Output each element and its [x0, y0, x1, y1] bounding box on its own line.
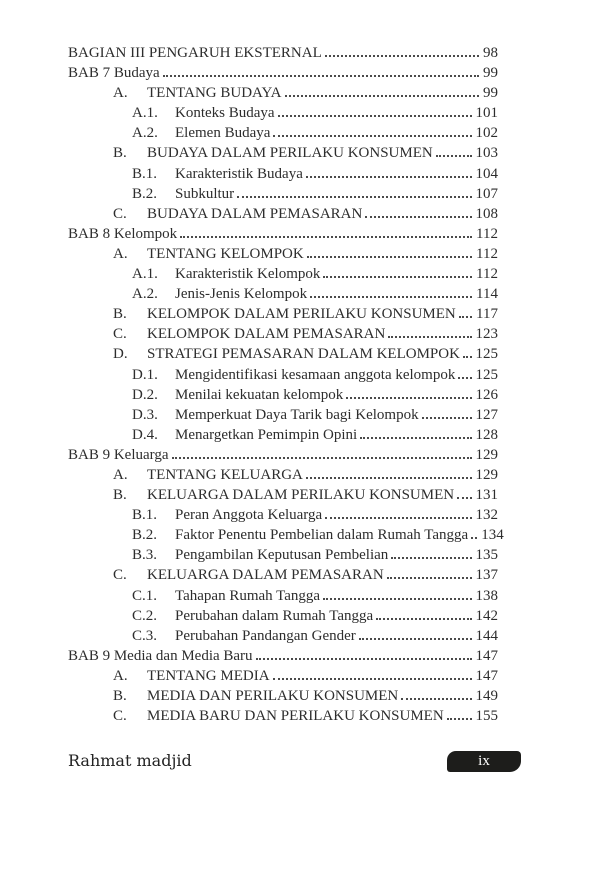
toc-entry-page-number: 98: [483, 45, 498, 61]
toc-entry-label: BAB 8 Kelompok: [68, 225, 178, 242]
toc-entry-marker: B.3.: [132, 547, 158, 564]
toc-entry-page-number: 147: [475, 667, 498, 684]
table-of-contents: [68, 43, 504, 726]
toc-entry-page-number: 131: [475, 487, 498, 504]
toc-entry-label: BAB 7 Budaya: [68, 65, 160, 82]
toc-entry: [68, 405, 498, 425]
toc-entry-label: Peran Anggota Keluarga: [175, 507, 323, 524]
toc-entry-label: TENTANG BUDAYA: [147, 85, 282, 102]
toc-entry: [68, 686, 498, 706]
footer-author: Rahmat madjid: [68, 751, 192, 770]
dot-leader: [306, 477, 472, 479]
toc-entry-label: MEDIA BARU DAN PERILAKU KONSUMEN: [147, 708, 444, 725]
toc-entry-marker: B.2.: [132, 527, 158, 544]
dot-leader: [391, 557, 471, 559]
dot-leader: [471, 537, 477, 539]
toc-entry-marker: B.2.: [132, 185, 158, 202]
toc-entry-page-number: 99: [483, 85, 498, 102]
toc-entry-label: STRATEGI PEMASARAN DALAM KELOMPOK: [147, 346, 460, 363]
toc-entry-marker: B.: [113, 145, 127, 162]
toc-entry: [68, 63, 498, 83]
dot-leader: [273, 678, 472, 680]
dot-leader: [359, 638, 472, 640]
toc-entry: [68, 284, 498, 304]
toc-entry-marker: C.1.: [132, 587, 158, 604]
dot-leader: [307, 256, 472, 258]
toc-entry-marker: A.: [113, 667, 128, 684]
toc-entry-marker: C.: [113, 708, 127, 725]
toc-entry-label: BAGIAN III PENGARUH EKSTERNAL: [68, 45, 322, 61]
toc-entry-marker: B.: [113, 306, 127, 323]
toc-entry: [68, 606, 498, 626]
toc-entry-marker: C.3.: [132, 627, 158, 644]
dot-leader: [285, 95, 480, 97]
dot-leader: [310, 296, 472, 298]
dot-leader: [306, 176, 472, 178]
dot-leader: [346, 397, 471, 399]
dot-leader: [447, 718, 472, 720]
toc-entry-page-number: 103: [475, 145, 498, 162]
toc-entry-page-number: 107: [475, 185, 498, 202]
toc-entry-label: KELUARGA DALAM PEMASARAN: [147, 567, 384, 584]
toc-entry-marker: C.: [113, 567, 127, 584]
toc-entry-page-number: 112: [476, 245, 498, 262]
toc-entry: [68, 184, 498, 204]
toc-entry-page-number: 99: [483, 65, 498, 82]
toc-entry-label: Subkultur: [175, 185, 235, 202]
toc-entry: [68, 425, 498, 445]
toc-entry-page-number: 129: [475, 446, 498, 463]
toc-entry-label: KELOMPOK DALAM PEMASARAN: [147, 326, 386, 343]
toc-entry-page-number: 104: [475, 165, 498, 182]
toc-entry: [68, 204, 498, 224]
toc-entry-page-number: 125: [475, 346, 498, 363]
dot-leader: [376, 618, 471, 620]
toc-entry: [68, 143, 498, 163]
toc-entry: [68, 324, 498, 344]
toc-entry-label: MEDIA DAN PERILAKU KONSUMEN: [147, 688, 399, 704]
dot-leader: [365, 216, 471, 218]
toc-entry-marker: A.2.: [132, 286, 158, 303]
toc-entry-page-number: 142: [475, 607, 498, 624]
toc-entry-label: Perubahan dalam Rumah Tangga: [175, 607, 374, 624]
toc-entry: [68, 485, 498, 505]
toc-entry: [68, 164, 498, 184]
toc-entry-label: Karakteristik Budaya: [175, 165, 303, 182]
toc-entry-page-number: 125: [475, 366, 498, 383]
toc-entry-page-number: 132: [475, 507, 498, 524]
toc-entry-marker: D.: [113, 346, 128, 363]
toc-entry: [68, 586, 498, 606]
toc-entry: [68, 626, 498, 646]
toc-entry: [68, 666, 498, 686]
toc-entry-marker: C.: [113, 205, 127, 222]
toc-entry: [68, 505, 498, 525]
toc-entry-marker: A.1.: [132, 105, 158, 122]
toc-entry-page-number: 117: [476, 306, 498, 323]
dot-leader: [360, 437, 471, 439]
toc-entry-page-number: 101: [475, 105, 498, 122]
toc-entry: [68, 244, 498, 264]
toc-entry: [68, 465, 498, 485]
toc-entry: [68, 344, 498, 364]
toc-entry-page-number: 102: [475, 125, 498, 142]
toc-entry-label: TENTANG KELUARGA: [147, 466, 303, 483]
toc-entry-label: TENTANG KELOMPOK: [147, 245, 304, 262]
toc-entry-page-number: 149: [475, 688, 498, 704]
toc-entry-page-number: 135: [475, 547, 498, 564]
toc-entry-page-number: 155: [475, 708, 498, 725]
toc-entry-label: TENTANG MEDIA: [147, 667, 270, 684]
toc-entry-page-number: 137: [475, 567, 498, 584]
toc-entry-page-number: 144: [475, 627, 498, 644]
toc-entry-label: Memperkuat Daya Tarik bagi Kelompok: [175, 406, 419, 423]
toc-entry: [68, 525, 504, 545]
toc-entry-label: Perubahan Pandangan Gender: [175, 627, 356, 644]
toc-entry-label: Mengidentifikasi kesamaan anggota kelompok: [175, 366, 456, 383]
dot-leader: [401, 698, 471, 700]
toc-entry-label: KELUARGA DALAM PERILAKU KONSUMEN: [147, 487, 455, 504]
toc-entry-page-number: 128: [475, 426, 498, 443]
toc-entry-marker: D.2.: [132, 386, 158, 403]
toc-entry-marker: C.2.: [132, 607, 158, 624]
dot-leader: [323, 276, 472, 278]
toc-entry-label: Pengambilan Keputusan Pembelian: [175, 547, 389, 564]
dot-leader: [422, 417, 472, 419]
toc-entry-marker: D.4.: [132, 426, 158, 443]
dot-leader: [180, 236, 472, 238]
toc-entry-label: Menilai kekuatan kelompok: [175, 386, 344, 403]
toc-entry-label: Konteks Budaya: [175, 105, 275, 122]
toc-entry-page-number: 147: [475, 647, 498, 664]
toc-entry: [68, 103, 498, 123]
toc-entry: [68, 646, 498, 666]
toc-entry-marker: A.: [113, 245, 128, 262]
toc-entry-label: KELOMPOK DALAM PERILAKU KONSUMEN: [147, 306, 456, 323]
toc-entry-label: Menargetkan Pemimpin Opini: [175, 426, 358, 443]
toc-entry-label: Karakteristik Kelompok: [175, 266, 321, 283]
toc-entry-page-number: 114: [476, 286, 498, 303]
toc-entry-page-number: 123: [475, 326, 498, 343]
toc-entry-marker: A.1.: [132, 266, 158, 283]
page-footer: [68, 750, 521, 772]
toc-entry-marker: B.1.: [132, 165, 158, 182]
toc-entry-marker: A.: [113, 85, 128, 102]
dot-leader: [387, 577, 472, 579]
toc-entry-page-number: 112: [476, 266, 498, 283]
toc-entry-marker: C.: [113, 326, 127, 343]
toc-entry: [68, 43, 498, 63]
toc-entry-label: Tahapan Rumah Tangga: [175, 587, 321, 604]
toc-entry: [68, 365, 498, 385]
dot-leader: [459, 316, 472, 318]
toc-entry: [68, 565, 498, 585]
dot-leader: [256, 658, 472, 660]
toc-entry-page-number: 127: [475, 406, 498, 423]
dot-leader: [436, 155, 472, 157]
toc-entry-marker: D.1.: [132, 366, 158, 383]
toc-entry: [68, 83, 498, 103]
dot-leader: [325, 517, 471, 519]
toc-entry-page-number: 129: [475, 466, 498, 483]
toc-entry: [68, 304, 498, 324]
toc-entry: [68, 706, 498, 726]
page-number-badge: ix: [447, 751, 521, 772]
toc-entry-page-number: 108: [475, 205, 498, 222]
dot-leader: [163, 75, 479, 77]
toc-entry-label: Elemen Budaya: [175, 125, 271, 142]
toc-entry: [68, 445, 498, 465]
dot-leader: [237, 196, 471, 198]
toc-entry-label: Jenis-Jenis Kelompok: [175, 286, 308, 303]
dot-leader: [172, 457, 472, 459]
toc-entry-label: BAB 9 Keluarga: [68, 446, 169, 463]
toc-entry-page-number: 138: [475, 587, 498, 604]
dot-leader: [388, 336, 471, 338]
toc-entry: [68, 264, 498, 284]
toc-entry-page-number: 126: [475, 386, 498, 403]
dot-leader: [458, 377, 471, 379]
toc-entry: [68, 123, 498, 143]
toc-entry-label: BUDAYA DALAM PEMASARAN: [147, 205, 363, 222]
dot-leader: [325, 55, 479, 57]
toc-entry-label: Faktor Penentu Pembelian dalam Rumah Tangga: [175, 527, 469, 544]
dot-leader: [457, 497, 471, 499]
dot-leader: [278, 115, 472, 117]
toc-entry-page-number: 112: [476, 225, 498, 242]
dot-leader: [323, 598, 471, 600]
toc-entry-label: BUDAYA DALAM PERILAKU KONSUMEN: [147, 145, 433, 162]
toc-entry-marker: B.: [113, 487, 127, 504]
toc-entry-label: BAB 9 Media dan Media Baru: [68, 647, 253, 664]
toc-entry: [68, 385, 498, 405]
toc-entry-marker: D.3.: [132, 406, 158, 423]
toc-entry: [68, 224, 498, 244]
toc-entry-marker: B.: [113, 688, 127, 704]
dot-leader: [463, 356, 472, 358]
toc-entry-marker: B.1.: [132, 507, 158, 524]
toc-entry-marker: A.2.: [132, 125, 158, 142]
toc-entry-marker: A.: [113, 466, 128, 483]
toc-entry-page-number: 134: [481, 527, 504, 544]
dot-leader: [273, 135, 471, 137]
toc-entry: [68, 545, 498, 565]
